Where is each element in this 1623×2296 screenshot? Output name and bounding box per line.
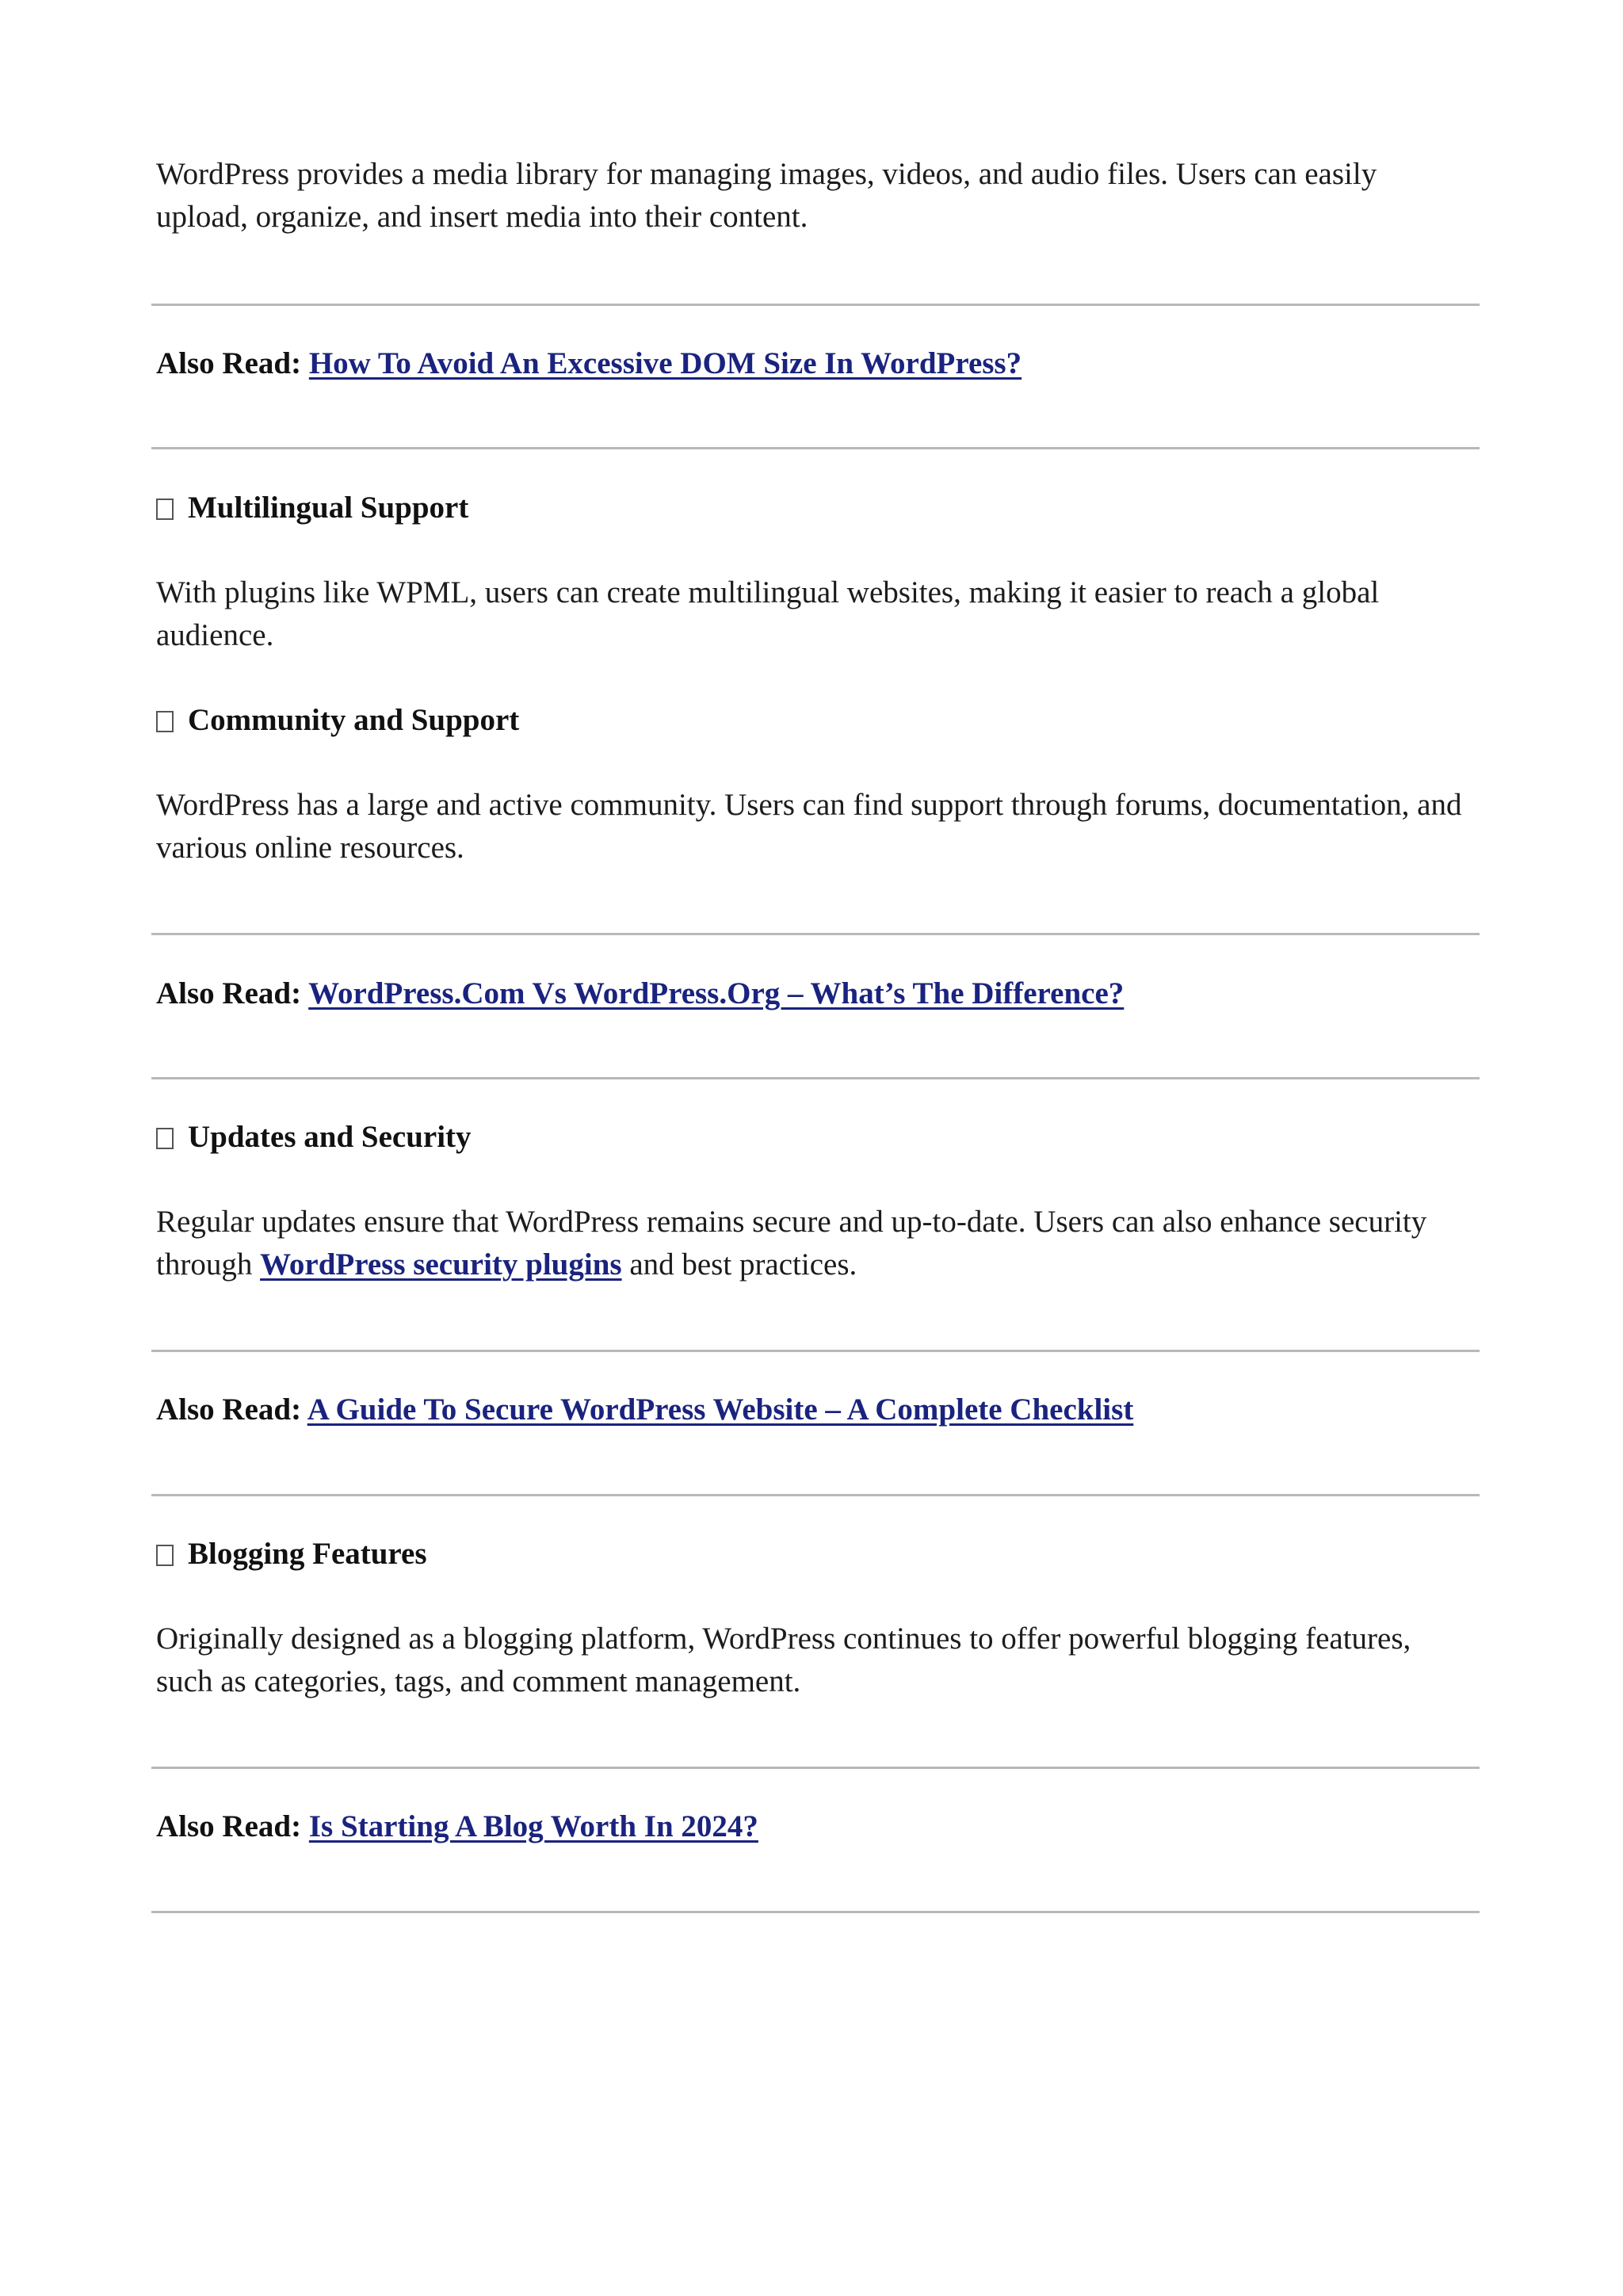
community-heading (156, 699, 1472, 742)
dom-size-link[interactable]: How To Avoid An Excessive DOM Size In WordPress? (308, 346, 1022, 380)
community-heading-text: Community and Support (188, 703, 520, 737)
blogging-heading-text: Blogging Features (188, 1537, 427, 1571)
media-library-paragraph: WordPress provides a media library for managing images, videos, and audio files. Users can easily upload, organize, and insert media into their content. (156, 157, 1377, 234)
updates-text-after: and best practices. (621, 1247, 857, 1282)
divider (151, 1911, 1480, 1913)
updates-heading (156, 1116, 1472, 1159)
missing-glyph-box-icon (156, 1545, 174, 1566)
multilingual-paragraph: With plugins like WPML, users can create multilingual websites, making it easier to reach a global audience. (156, 575, 1380, 652)
missing-glyph-box-icon (156, 711, 174, 732)
updates-paragraph (156, 1201, 1472, 1286)
divider (151, 933, 1480, 935)
divider (151, 1494, 1480, 1496)
divider (151, 1350, 1480, 1352)
secure-guide-link[interactable]: A Guide To Secure WordPress Website – A Complete Checklist (307, 1392, 1134, 1427)
divider (151, 1077, 1480, 1079)
missing-glyph-box-icon (156, 499, 174, 520)
com-vs-org-link[interactable]: WordPress.Com Vs WordPress.Org – What’s The Difference? (308, 976, 1125, 1010)
also-read-label: Also Read: (156, 976, 302, 1010)
also-read-label: Also Read: (156, 1809, 302, 1843)
blogging-paragraph: Originally designed as a blogging platform, WordPress continues to offer powerful blogging features, such as categories, tags, and comment management. (156, 1622, 1411, 1698)
divider (151, 304, 1480, 306)
security-plugins-link[interactable]: WordPress security plugins (260, 1247, 622, 1282)
divider (151, 1767, 1480, 1769)
blogging-heading (156, 1533, 1472, 1576)
multilingual-heading-text: Multilingual Support (188, 491, 469, 525)
also-read-secure-guide (156, 1389, 1472, 1431)
also-read-label: Also Read: (156, 1392, 302, 1427)
also-read-label: Also Read: (156, 346, 302, 380)
missing-glyph-box-icon (156, 1128, 174, 1149)
blog-worth-link[interactable]: Is Starting A Blog Worth In 2024? (308, 1809, 758, 1843)
multilingual-heading (156, 487, 1472, 529)
also-read-com-vs-org (156, 972, 1472, 1015)
divider (151, 447, 1480, 449)
also-read-dom-size (156, 342, 1472, 385)
also-read-blog-worth (156, 1805, 1472, 1848)
community-paragraph: WordPress has a large and active community. Users can find support through forums, documentation, and various online resources. (156, 788, 1462, 865)
updates-heading-text: Updates and Security (188, 1120, 472, 1154)
updates-text-before: Regular updates ensure that WordPress remains secure and up-to-date. Users can also enhance security through (156, 1205, 1427, 1282)
